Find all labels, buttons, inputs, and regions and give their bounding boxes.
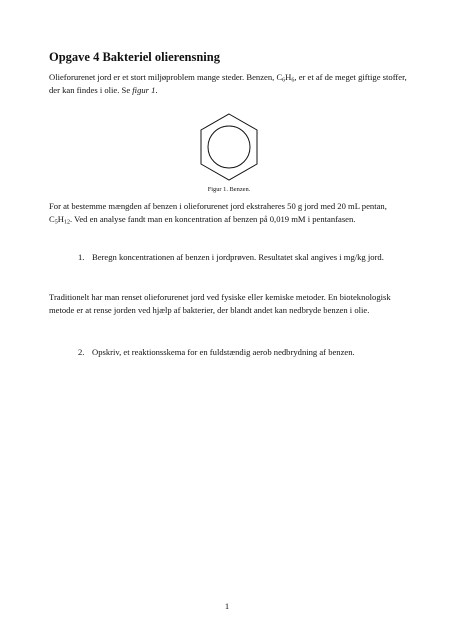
formula-subscript-c: 6 — [282, 77, 286, 84]
pentane-formula — [49, 214, 70, 224]
intro-text-middle: , er et af de meget giftige stoffer, der kan findes i olie. Se — [49, 72, 407, 95]
formula-element-c: C — [276, 72, 283, 82]
formula-subscript-c: 5 — [54, 219, 58, 225]
formula-element-h: H — [57, 213, 64, 224]
question-1 — [78, 251, 384, 263]
question-number: 2. — [78, 347, 85, 357]
context-paragraph: Traditionelt har man renset olieforurenet jord ved fysiske eller kemiske metoder. En bioteknologisk metode er at rense jorden ved hjælp af bakterier, der blandt andet kan nedbryde benzen i olie. — [49, 292, 391, 315]
intro-text-start: Olieforurenet jord er et stort miljøproblem mange steder. Benzen, — [49, 72, 277, 82]
question-text: Beregn koncentrationen af benzen i jordprøven. Resultatet skal angives i mg/kg jord. — [92, 252, 384, 262]
question-number: 1. — [78, 252, 85, 262]
benzene-ring-icon — [199, 113, 259, 181]
formula-subscript-h: 6 — [291, 77, 295, 84]
measurement-text-end: . Ved en analyse fandt man en koncentration af benzen på 0,019 mM i pentanfasen. — [69, 213, 356, 224]
formula-subscript-h: 12 — [63, 219, 70, 225]
question-2 — [78, 346, 355, 358]
formula-element-c: C — [49, 213, 55, 224]
intro-paragraph — [49, 71, 411, 96]
formula-element-h: H — [285, 72, 292, 82]
benzene-aromatic-circle — [208, 126, 250, 168]
page-number: 1 — [224, 601, 230, 611]
measurement-paragraph — [49, 200, 411, 225]
figure-reference: figur 1 — [132, 84, 156, 95]
exercise-title: Opgave 4 Bakteriel olierensning — [49, 50, 220, 64]
intro-text-end: . — [155, 84, 158, 95]
measurement-text-start: For at bestemme mængden af benzen i olieforurenet jord ekstraheres 50 g jord med 20 mL pentan, — [49, 201, 387, 211]
figure-caption: Figur 1. Benzen. — [207, 186, 251, 193]
benzene-formula — [276, 72, 294, 82]
benzene-hexagon — [201, 114, 257, 180]
question-text: Opskriv, et reaktionsskema for en fuldstændig aerob nedbrydning af benzen. — [92, 347, 355, 357]
